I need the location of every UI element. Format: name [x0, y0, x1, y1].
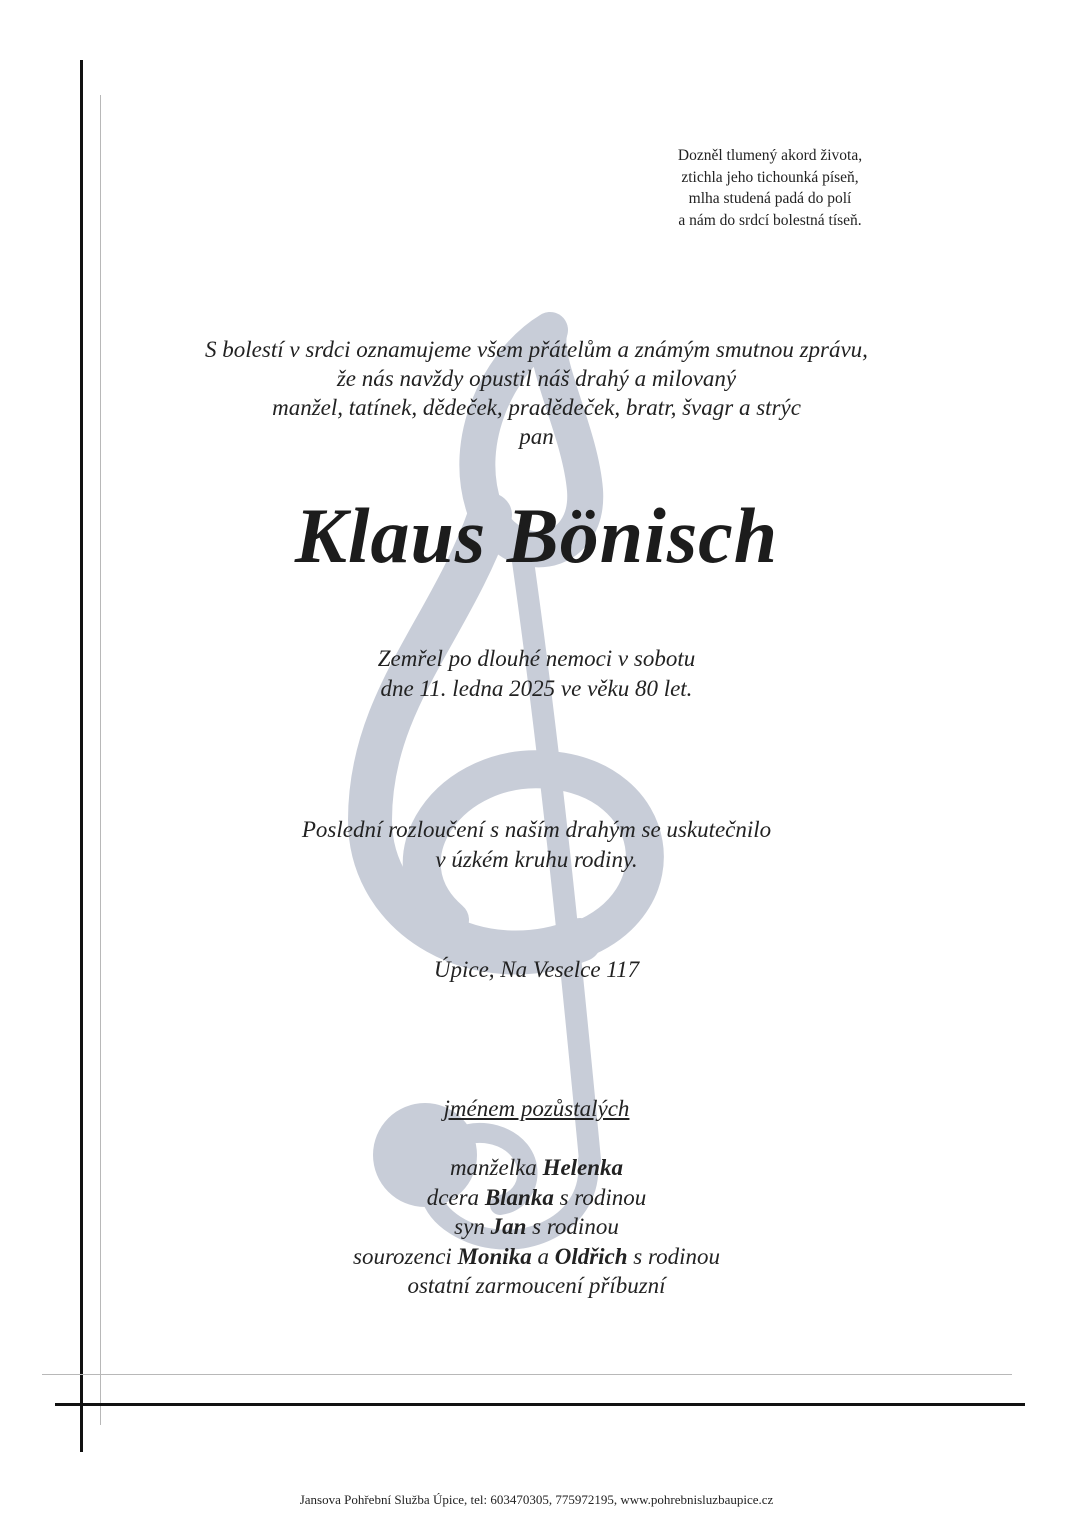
death-notice-line: Zemřel po dlouhé nemoci v sobotu: [377, 646, 696, 671]
announcement-line: pan: [519, 424, 554, 449]
poem-line: ztichla jeho tichounká píseň,: [681, 168, 859, 186]
poem-line: a nám do srdcí bolestná tíseň.: [678, 211, 862, 229]
farewell-notice: [0, 815, 1073, 875]
relative-suffix: s rodinou: [526, 1214, 619, 1239]
deceased-name: Klaus Bönisch: [294, 492, 779, 579]
relative-role: manželka: [449, 1155, 543, 1180]
relative-name: Oldřich: [554, 1243, 628, 1269]
relative-line: [0, 1183, 1073, 1213]
on-behalf-label: jménem pozůstalých: [443, 1096, 630, 1121]
announcement-line: že nás navždy opustil náš drahý a milovaný: [336, 366, 737, 391]
poem-line: Dozněl tlumený akord života,: [677, 147, 863, 164]
relative-role: dcera: [426, 1184, 485, 1210]
relative-line: [0, 1242, 1073, 1272]
relative-suffix: s rodinou: [553, 1184, 647, 1210]
relative-role: ostatní zarmoucení příbuzní: [407, 1273, 666, 1298]
poem: [600, 145, 940, 231]
relative-line: [0, 1212, 1073, 1242]
death-notice-line: dne 11. ledna 2025 ve věku 80 let.: [380, 676, 693, 701]
frame-horizontal-line-grey: [42, 1374, 1012, 1375]
relative-conjunction: a: [531, 1243, 555, 1269]
address: Úpice, Na Veselce 117: [433, 957, 640, 982]
funeral-service-footer: Jansova Pohřební Služba Úpice, tel: 603470305, 775972195, www.pohrebnisluzbaupice.cz: [299, 1492, 774, 1507]
announcement-line: manžel, tatínek, dědeček, pradědeček, bratr, švagr a strýc: [272, 395, 801, 420]
relative-name: Monika: [457, 1243, 532, 1269]
relative-name: Helenka: [542, 1155, 624, 1180]
frame-horizontal-line: [55, 1403, 1025, 1406]
relative-name: Blanka: [484, 1184, 554, 1210]
portrait-photo: [276, 88, 426, 298]
death-notice: [0, 644, 1073, 704]
relative-role: syn: [454, 1214, 491, 1239]
relatives-list: [0, 1153, 1073, 1301]
poem-line: mlha studená padá do polí: [688, 190, 852, 207]
relative-suffix: s rodinou: [627, 1243, 720, 1269]
on-behalf-heading: [0, 1094, 1073, 1124]
relative-role: sourozenci: [353, 1243, 458, 1269]
farewell-line: v úzkém kruhu rodiny.: [435, 847, 638, 872]
relative-line: [0, 1153, 1073, 1183]
farewell-line: Poslední rozloučení s naším drahým se uskutečnilo: [301, 817, 772, 842]
relative-line: [0, 1271, 1073, 1301]
announcement-line: S bolestí v srdci oznamujeme všem přátelům a známým smutnou zprávu,: [205, 337, 868, 362]
announcement: [0, 335, 1073, 451]
relative-name: Jan: [490, 1214, 527, 1239]
